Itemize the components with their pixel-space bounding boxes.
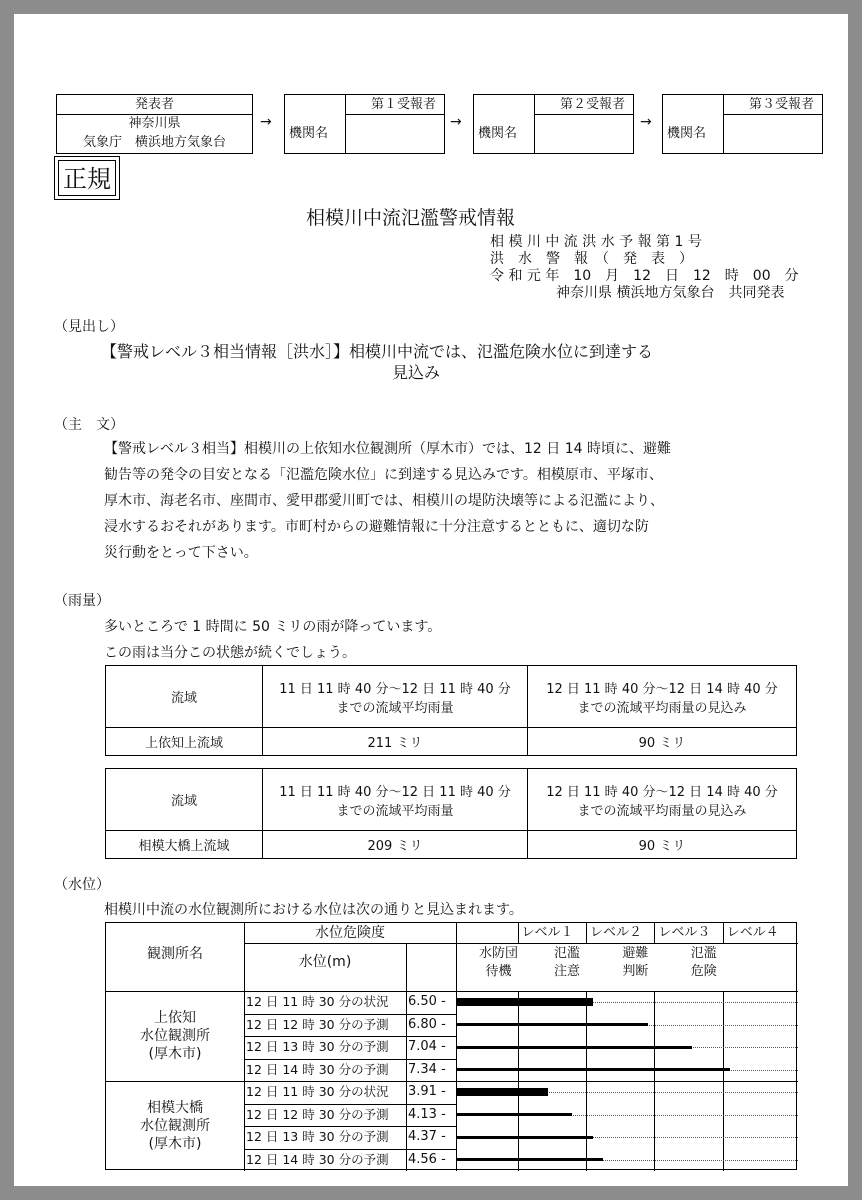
rain-table-1 (105, 665, 797, 756)
row-value: 4.37 - (408, 1129, 446, 1144)
threshold-label-2: 注意 (553, 964, 580, 979)
rain-table-2 (105, 768, 797, 859)
receiver-value (534, 115, 633, 153)
sender-header: 発表者 (57, 95, 252, 115)
official-stamp (54, 156, 120, 200)
rain-col-observed (263, 769, 528, 831)
level-bar (456, 1068, 730, 1071)
main-line-5: 災行動をとって下さい。 (104, 545, 258, 561)
sender-line2: 気象庁 横浜地方気象台 (82, 135, 226, 150)
rain-col-observed-a: 11 日 11 時 40 分〜12 日 11 時 40 分 (279, 784, 511, 800)
threshold-label-1: 氾濫 (553, 946, 580, 961)
row-label: 12 日 14 時 30 分の予測 (246, 1061, 389, 1077)
row-label: 12 日 14 時 30 分の予測 (246, 1151, 389, 1167)
main-line-4: 浸水するおそれがあります。市町村からの避難情報に十分注意するとともに、適切な防 (104, 519, 649, 535)
row-label: 12 日 12 時 30 分の予測 (246, 1106, 389, 1122)
receiver-value (345, 115, 444, 153)
threshold-label-2: 危険 (690, 964, 717, 979)
row-line (244, 1036, 456, 1037)
rain-col-basin: 流域 (106, 666, 263, 728)
headline-label: （見出し） (54, 319, 124, 335)
rain-col-observed-b: までの流域平均雨量 (336, 700, 454, 716)
row-line (244, 1104, 456, 1105)
main-line-2: 勧告等の発令の目安となる「氾濫危険水位」に到達する見込みです。相模原市、平塚市、 (104, 467, 663, 483)
header-station: 観測所名 (147, 946, 203, 962)
row-value: 6.80 - (408, 1016, 446, 1032)
rain-col-basin: 流域 (106, 769, 263, 831)
meta-line-4: 神奈川県 横浜地方気象台 共同発表 (556, 285, 785, 301)
threshold-label-2: 待機 (485, 964, 512, 979)
level-divider (518, 923, 519, 943)
rain-col-forecast-a: 12 日 11 時 40 分〜12 日 14 時 40 分 (546, 681, 778, 697)
rain-col-forecast (528, 769, 797, 831)
receiver-label: 機関名 (289, 126, 329, 141)
document-title: 相模川中流氾濫警戒情報 (306, 207, 516, 229)
row-label: 12 日 11 時 30 分の状況 (246, 1084, 389, 1099)
official-stamp-text: 正規 (58, 160, 116, 196)
level-divider (654, 923, 655, 943)
header-level: 水位(m) (298, 954, 352, 970)
level-bar (456, 1113, 572, 1116)
row-value: 4.13 - (408, 1106, 446, 1122)
arrow-2: → (450, 114, 462, 130)
rain-col-forecast (528, 666, 797, 728)
rain-line-1: 多いところで 1 時間に 50 ミリの雨が降っています。 (104, 619, 442, 635)
level-bar (456, 1023, 648, 1026)
station-name: 上依知 水位観測所 (厚木市) (140, 1010, 210, 1062)
level-bar (456, 1158, 603, 1161)
rain-forecast-value: 90 ミリ (528, 728, 797, 756)
row-line (244, 1014, 456, 1015)
receiver-label: 機関名 (667, 126, 707, 141)
row-line (244, 1126, 456, 1127)
level-label: レベル１ (521, 925, 574, 940)
receiver-box-1 (284, 94, 445, 154)
rain-col-observed (263, 666, 528, 728)
level-divider (586, 923, 587, 943)
header-line (106, 991, 798, 992)
headline-text-2: 見込み (392, 363, 441, 382)
receiver-header: 第３受報者 (723, 95, 822, 115)
rain-area: 上依知上流域 (106, 728, 263, 756)
col-line (406, 943, 407, 1171)
receiver-header: 第２受報者 (534, 95, 633, 115)
water-intro: 相模川中流の水位観測所における水位は次の通りと見込まれます。 (104, 902, 523, 918)
row-label: 12 日 13 時 30 分の予測 (246, 1039, 389, 1054)
rain-area: 相模大橋上流域 (106, 831, 263, 859)
headline-text-1: 【警戒レベル３相当情報［洪水］】相模川中流では、氾濫危険水位に到達する (101, 342, 654, 361)
main-line-3: 厚木市、海老名市、座間市、愛甲郡愛川町では、相模川の堤防決壊等による氾濫により、 (104, 493, 664, 509)
rain-label: （雨量） (54, 593, 110, 609)
sender-box (56, 94, 253, 154)
meta-line-2: 洪 水 警 報 （ 発 表 ） (490, 251, 693, 267)
row-value: 6.50 - (408, 994, 446, 1009)
meta-line-3: 令 和 元 年 10 月 12 日 12 時 00 分 (490, 268, 799, 284)
level-label: レベル４ (726, 925, 779, 940)
level-bar (456, 1046, 692, 1049)
rain-col-forecast-a: 12 日 11 時 40 分〜12 日 14 時 40 分 (546, 784, 778, 800)
row-label: 12 日 13 時 30 分の予測 (246, 1129, 389, 1144)
level-bar (456, 1136, 593, 1139)
threshold-label-2: 判断 (622, 964, 649, 979)
header-danger: 水位危険度 (315, 925, 385, 941)
row-value: 7.34 - (408, 1061, 446, 1077)
water-label: （水位） (54, 877, 110, 893)
level-label: レベル２ (589, 925, 642, 940)
meta-line-1: 相 模 川 中 流 洪 水 予 報 第 1 号 (490, 234, 702, 250)
receiver-value (723, 115, 822, 153)
rain-observed-value: 209 ミリ (263, 831, 528, 859)
arrow-3: → (640, 114, 652, 130)
row-label: 12 日 11 時 30 分の状況 (246, 994, 389, 1009)
receiver-box-2 (473, 94, 634, 154)
threshold-label-1: 氾濫 (690, 946, 717, 961)
rain-forecast-value: 90 ミリ (528, 831, 797, 859)
rain-line-2: この雨は当分この状態が続くでしょう。 (104, 645, 356, 661)
arrow-1: → (260, 114, 272, 130)
document-page (14, 14, 848, 1186)
level-bar (456, 998, 593, 1006)
threshold-label-1: 水防団 (479, 946, 519, 961)
row-line (244, 1149, 456, 1150)
row-label: 12 日 12 時 30 分の予測 (246, 1016, 389, 1032)
level-divider (723, 923, 724, 943)
rain-col-observed-b: までの流域平均雨量 (336, 803, 454, 819)
row-value: 7.04 - (408, 1039, 446, 1054)
group-line (106, 1081, 798, 1082)
rain-col-forecast-b: までの流域平均雨量の見込み (577, 700, 747, 716)
level-label: レベル３ (658, 925, 711, 940)
row-value: 3.91 - (408, 1084, 446, 1099)
main-line-1: 【警戒レベル３相当】相模川の上依知水位観測所（厚木市）では、12 日 14 時頃に、避難 (104, 441, 671, 457)
receiver-header: 第１受報者 (345, 95, 444, 115)
header-line (244, 943, 456, 944)
row-value: 4.56 - (408, 1151, 446, 1167)
water-level-table (105, 922, 797, 1170)
main-label: （主 文） (54, 417, 124, 433)
header-line (456, 943, 798, 944)
level-bar (456, 1088, 548, 1096)
sender-line1: 神奈川県 (128, 116, 181, 131)
station-name: 相模大橋 水位観測所 (厚木市) (140, 1100, 210, 1152)
threshold-label-1: 避難 (622, 946, 649, 961)
receiver-box-3 (662, 94, 823, 154)
row-line (244, 1059, 456, 1060)
rain-col-observed-a: 11 日 11 時 40 分〜12 日 11 時 40 分 (279, 681, 511, 697)
receiver-label: 機関名 (478, 126, 518, 141)
rain-observed-value: 211 ミリ (263, 728, 528, 756)
rain-col-forecast-b: までの流域平均雨量の見込み (577, 803, 747, 819)
